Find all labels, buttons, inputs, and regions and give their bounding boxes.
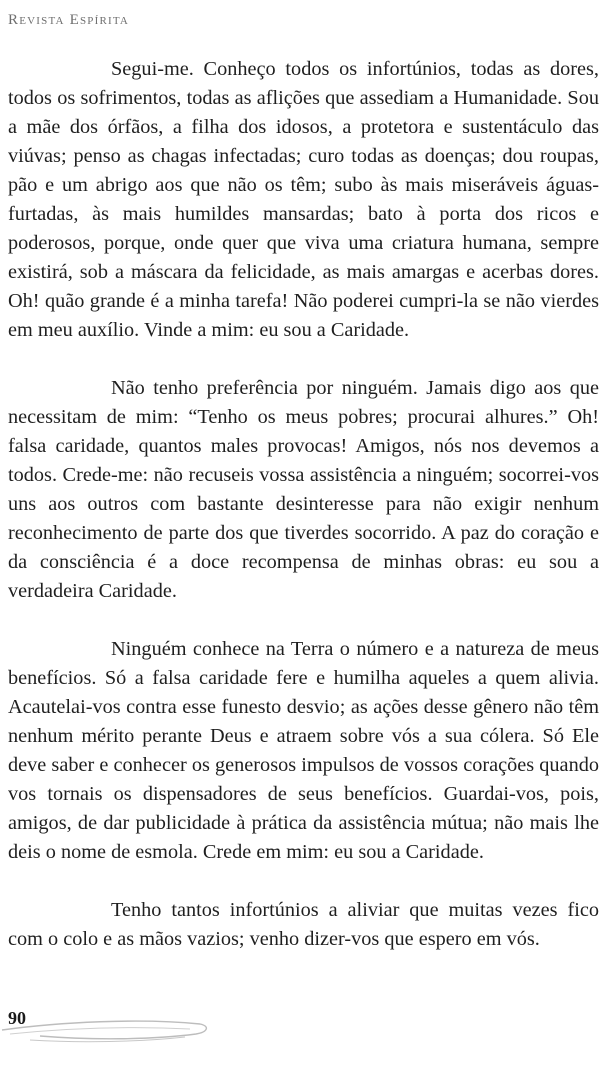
page-body — [8, 55, 599, 954]
paragraph: Não tenho preferência por ninguém. Jamais digo aos que necessitam de mim: “Tenho os meus pobres; procurai alhures.” Oh! falsa caridade, quantos males provocas! Amigos, nós nos devemos a todos. Crede-me: não recuseis vossa assistência a ninguém; socorrei-vos uns aos outros com bastante desinteresse para não exigir nenhum reconhecimento de parte dos que tiverdes socorrido. A paz do coração e da consciência é a doce recompensa de minhas obras: eu sou a verdadeira Caridade. — [8, 377, 599, 602]
paragraph: Segui-me. Conheço todos os infortúnios, todas as dores, todos os sofrimentos, todas as aflições que assediam a Humanidade. Sou a mãe dos órfãos, a filha dos idosos, a protetora e sustentáculo das viúvas; penso as chagas infectadas; curo todas as doenças; dou roupas, pão e um abrigo aos que não os têm; subo às mais miseráveis águas-furtadas, às mais humildes mansardas; bato à porta dos ricos e poderosos, porque, onde quer que viva uma criatura humana, sempre existirá, sob a máscara da felicidade, as mais amargas e acerbas dores. Oh! quão grande é a minha tarefa! Não poderei cumpri-la se não vierdes em meu auxílio. Vinde a mim: eu sou a Caridade. — [8, 58, 599, 341]
paragraph: Tenho tantos infortúnios a aliviar que muitas vezes fico com o colo e as mãos vazios; venho dizer-vos que espero em vós. — [8, 899, 599, 950]
running-header: Revista Espírita — [8, 12, 130, 28]
folio-swoosh-ornament — [0, 1010, 215, 1050]
paragraph: Ninguém conhece na Terra o número e a natureza de meus benefícios. Só a falsa caridade fere e humilha aqueles a quem alivia. Acautelai-vos contra esse funesto desvio; as ações desse gênero não têm nenhum mérito perante Deus e atraem sobre vós a sua cólera. Só Ele deve saber e conhecer os generosos impulsos de vossos corações quando vos tornais os dispensadores de seus benefícios. Guardai-vos, pois, amigos, de dar publicidade à prática da assistência mútua; não mais lhe deis o nome de esmola. Crede em mim: eu sou a Caridade. — [8, 638, 599, 863]
page-number: 90 — [8, 1008, 26, 1028]
